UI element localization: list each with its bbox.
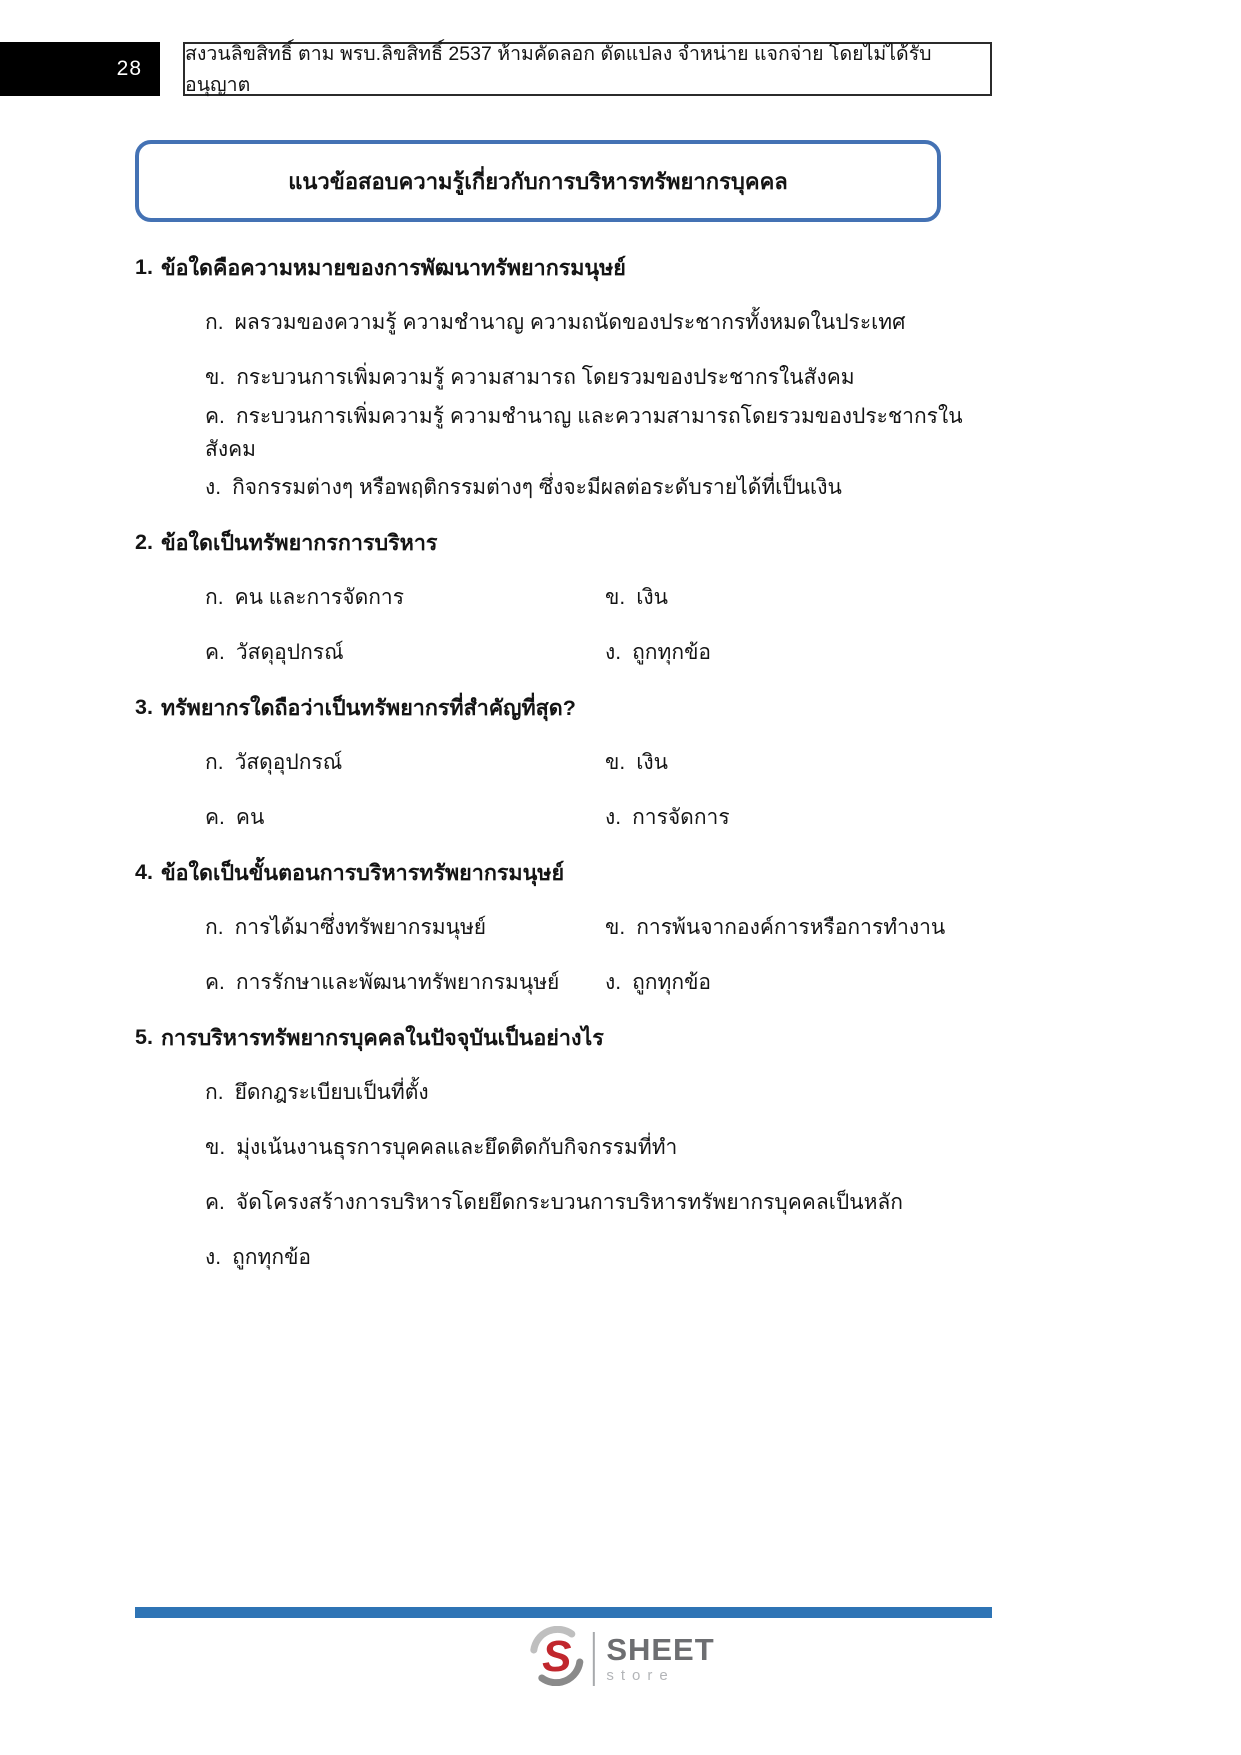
logo-title: SHEET [606,1632,715,1667]
question-text: ข้อใดเป็นขั้นตอนการบริหารทรัพยากรมนุษย์ [160,860,565,885]
option-label: ง. [205,476,222,499]
copyright-box [183,42,992,96]
option-cell [605,746,668,779]
option-text: ถูกทุกข้อ [632,641,712,664]
option-label: ก. [205,586,224,609]
option-cell [205,911,605,944]
option-cell [205,966,605,999]
sheet-s-icon [526,1626,586,1691]
option-row [135,1120,1005,1175]
option-text: วัสดุอุปกรณ์ [235,641,344,664]
option-row [135,790,1005,845]
option-text: การจัดการ [632,806,730,829]
option-text: กระบวนการเพิ่มความรู้ ความชำนาญ และความสามารถโดยรวมของประชากรในสังคม [205,404,963,461]
title-box [135,140,941,222]
option-text: เงิน [636,586,668,609]
option-label: ก. [205,916,224,939]
option [605,911,945,944]
svg-text:S: S [541,1632,571,1681]
option-cell [605,636,711,669]
question-title [135,515,1005,570]
copyright-text: สงวนลิขสิทธิ์ ตาม พรบ.ลิขสิทธิ์ 2537 ห้ามคัดลอก ดัดแปลง จำหน่าย แจกจ่าย โดยไม่ได้รับอนุญาต [185,43,932,96]
option [205,361,855,394]
option [205,1186,903,1219]
option [605,966,711,999]
question-block [135,240,1005,515]
question-number: 1. [135,255,153,279]
option [205,1241,311,1274]
option-text: วัสดุอุปกรณ์ [234,751,343,774]
option-label: ค. [205,641,225,664]
option-label: ข. [605,751,626,774]
option-text: กิจกรรมต่างๆ หรือพฤติกรรมต่างๆ ซึ่งจะมีผลต่อระดับรายได้ที่เป็นเงิน [232,476,842,499]
option-text: การรักษาและพัฒนาทรัพยากรมนุษย์ [235,971,560,994]
option [205,306,905,339]
option [205,636,344,669]
question-title [135,845,1005,900]
question-block [135,515,1005,680]
option-text: กระบวนการเพิ่มความรู้ ความสามารถ โดยรวมของประชากรในสังคม [236,366,855,389]
option-row [135,1065,1005,1120]
option-label: ข. [205,366,226,389]
question-title [135,1010,1005,1065]
option-cell [205,746,605,779]
option [205,966,559,999]
question-text: ข้อใดคือความหมายของการพัฒนาทรัพยากรมนุษย์ [160,255,626,280]
option [205,1131,677,1164]
option-label: ก. [205,1081,224,1104]
option-row [135,1175,1005,1230]
option-row [135,460,1005,515]
option-text: คน และการจัดการ [234,586,404,609]
option-label: ค. [205,806,225,829]
option-cell [205,801,605,834]
option-row [135,625,1005,680]
question-text: การบริหารทรัพยากรบุคคลในปัจจุบันเป็นอย่างไร [160,1025,604,1050]
option-text: มุ่งเน้นงานธุรการบุคคลและยึดติดกับกิจกรรมที่ทำ [236,1136,678,1159]
page-number: 28 [116,57,142,80]
question-block [135,680,1005,845]
option-label: ค. [205,971,225,994]
footer-divider [135,1607,992,1618]
option-cell [605,801,730,834]
option-text: จัดโครงสร้างการบริหารโดยยึดกระบวนการบริหารทรัพยากรบุคคลเป็นหลัก [235,1191,904,1214]
option-label: ก. [205,751,224,774]
option-cell [605,966,711,999]
option-row [135,350,1005,405]
option-text: ผลรวมของความรู้ ความชำนาญ ความถนัดของประชากรทั้งหมดในประเทศ [234,311,906,334]
question-title [135,240,1005,295]
option-label: ง. [605,806,622,829]
option-row [135,1230,1005,1285]
option-text: ถูกทุกข้อ [632,971,712,994]
option-cell [205,636,605,669]
logo-subtitle: store [606,1667,675,1684]
logo-text [606,1634,714,1683]
option-label: ข. [605,586,626,609]
option-text: ยึดกฎระเบียบเป็นที่ตั้ง [234,1081,429,1104]
option-label: ก. [205,311,224,334]
question-block [135,845,1005,1010]
question-title [135,680,1005,735]
option-label: ง. [605,971,622,994]
option [605,581,668,614]
option [205,1076,429,1109]
question-number: 3. [135,695,153,719]
option-label: ข. [605,916,626,939]
question-number: 2. [135,530,153,554]
option-label: ค. [205,404,225,428]
logo-divider [592,1632,594,1686]
option-label: ค. [205,1191,225,1214]
option-text: การได้มาซึ่งทรัพยากรมนุษย์ [234,916,487,939]
option-row [135,570,1005,625]
option [205,400,1005,466]
questions [135,240,1005,1285]
option [205,911,486,944]
option-row [135,955,1005,1010]
option-text: การพ้นจากองค์การหรือการทำงาน [636,916,946,939]
option-row [135,405,1005,460]
option-cell [605,911,945,944]
option [205,471,842,504]
option [605,801,730,834]
option-text: คน [235,806,265,829]
option [205,581,404,614]
option-row [135,735,1005,790]
option-cell [605,581,668,614]
option-row [135,295,1005,350]
option-label: ง. [205,1246,222,1269]
question-text: ข้อใดเป็นทรัพยากรการบริหาร [160,530,438,555]
option-text: ถูกทุกข้อ [232,1246,312,1269]
option [205,801,264,834]
question-number: 4. [135,860,153,884]
sheet-store-logo [526,1626,714,1691]
option-row [135,900,1005,955]
question-text: ทรัพยากรใดถือว่าเป็นทรัพยากรที่สำคัญที่สุด? [160,695,576,720]
question-block [135,1010,1005,1285]
page-number-box [0,42,160,96]
option-text: เงิน [636,751,668,774]
option-label: ข. [205,1136,226,1159]
option [605,746,668,779]
option-cell [205,581,605,614]
question-number: 5. [135,1025,153,1049]
option-label: ง. [605,641,622,664]
page-title: แนวข้อสอบความรู้เกี่ยวกับการบริหารทรัพยากรบุคคล [288,168,788,194]
option [205,746,342,779]
option [605,636,711,669]
